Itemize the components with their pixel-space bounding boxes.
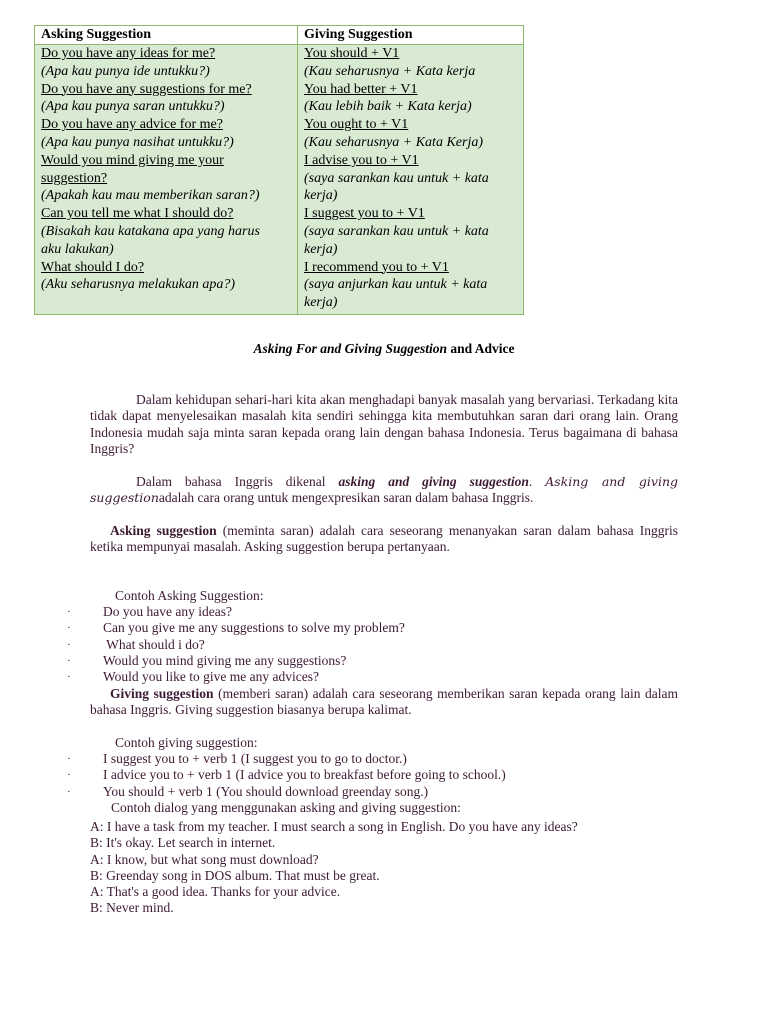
giving-translation: (saya anjurkan kau untuk + kata [304,277,488,293]
list-item [60,620,405,636]
giving-translation: kerja) [304,188,338,204]
paragraph-asking [90,523,678,556]
asking-phrase: Do you have any advice for me? [41,117,223,133]
asking-phrase: What should I do? [41,259,145,275]
asking-description: (meminta saran) adalah cara seseorang menanyakan saran dalam bahasa Inggris ketika mempunyai masalah. Asking suggestion berupa pertanyaan. [90,523,678,555]
list-item-text: What should i do? [103,636,205,652]
heading-italic: Asking For and Giving Suggestion [253,341,448,356]
giving-translation: (Kau seharusnya + Kata kerja [304,63,476,79]
bullet-icon: · [67,606,71,618]
dialog-title: Contoh dialog yang menggunakan asking and giving suggestion: [111,800,461,815]
dialog-list [90,819,578,917]
asking-examples-list [60,604,405,685]
asking-translation: (Apa kau punya ide untukku?) [41,63,210,79]
asking-translation: (Bisakah kau katakana apa yang harus [41,223,260,239]
giving-translation: (saya sarankan kau untuk + kata [304,223,489,239]
dialog-line: A: I have a task from my teacher. I must search a song in English. Do you have any ideas? [90,819,578,834]
list-item-text: I advice you to + verb 1 (I advice you to breakfast before going to school.) [103,767,506,783]
giving-translation: kerja) [304,295,338,311]
asking-translation: (Aku seharusnya melakukan apa?) [41,277,236,293]
giving-term: Giving suggestion [110,686,214,701]
heading-plain: and Advice [447,341,515,356]
list-item [60,653,405,669]
list-item-text: You should + verb 1 (You should download greenday song.) [103,783,429,799]
asking-phrase: Do you have any ideas for me? [41,46,216,61]
asking-translation: (Apakah kau mau memberikan saran?) [41,188,260,204]
table-header-row [35,26,524,45]
bullet-icon: · [67,769,71,782]
definition-term-2: Asking and giving suggestion [90,474,678,506]
bullet-icon: · [67,671,71,684]
bullet-icon: · [67,622,71,635]
list-item [60,637,405,653]
dialog-line: B: Never mind. [90,900,174,916]
asking-phrase: Would you mind giving me your [41,152,224,168]
bullet-icon: · [67,785,71,798]
giving-phrase: You ought to + V1 [304,117,409,133]
list-item [60,751,506,767]
asking-phrase: suggestion? [41,170,108,186]
giving-examples-list [60,751,506,800]
giving-translation: (Kau lebih baik + Kata kerja) [304,99,472,115]
paragraph-intro-text: Dalam kehidupan sehari-hari kita akan menghadapi banyak masalah yang bervariasi. Terkadang kita tidak dapat menyelesaikan masalah kita sendiri sehingga kita membutuhkan saran dari orang lain. Orang Indonesia mudah saja minta saran kepada orang lain dengan bahasa Indonesia. Terus bagaimana di bahasa Inggris? [90,392,678,456]
giving-phrase: I recommend you to + V1 [304,259,449,275]
paragraph-intro [90,392,678,457]
paragraph-definition [90,474,678,507]
definition-lead: Dalam bahasa Inggris dikenal [136,474,339,489]
list-item-text: Would you like to give me any advices? [103,669,319,685]
giving-translation: (saya sarankan kau untuk + kata [304,170,489,186]
list-item [60,767,506,783]
list-item-text: Can you give me any suggestions to solve my problem? [103,620,405,636]
list-item-text: Would you mind giving me any suggestions? [103,652,347,668]
giving-phrase: I suggest you to + V1 [304,206,425,222]
asking-translation: (Apa kau punya saran untukku?) [41,99,225,115]
asking-cell [35,45,298,315]
asking-phrase: Do you have any suggestions for me? [41,81,252,97]
giving-phrase: You should + V1 [304,46,400,61]
suggestion-table [34,25,524,315]
giving-phrase: You had better + V1 [304,81,418,97]
list-item-text: I suggest you to + verb 1 (I suggest you to go to doctor.) [103,751,407,766]
bullet-icon: · [67,654,71,667]
column-header-giving: Giving Suggestion [298,26,524,45]
table-row [35,45,524,315]
article-heading [0,341,768,357]
bullet-icon: · [67,753,71,765]
list-item-text: Do you have any ideas? [103,604,232,619]
asking-examples-title: Contoh Asking Suggestion: [115,588,264,603]
definition-dot: . [528,474,546,489]
dialog-line: B: It's okay. Let search in internet. [90,835,276,851]
asking-translation: (Apa kau punya nasihat untukku?) [41,134,234,150]
giving-translation: kerja) [304,241,338,257]
definition-term: asking and giving suggestion [338,474,529,489]
dialog-line: B: Greenday song in DOS album. That must be great. [90,867,380,883]
dialog-line: A: That's a good idea. Thanks for your advice. [90,884,341,900]
asking-term: Asking suggestion [110,523,217,538]
asking-phrase: Can you tell me what I should do? [41,206,234,222]
list-item [60,784,506,800]
bullet-icon: · [67,638,71,651]
paragraph-giving [90,686,678,719]
giving-phrase: I advise you to + V1 [304,152,419,168]
giving-examples-title: Contoh giving suggestion: [115,735,258,750]
dialog-line: A: I know, but what song must download? [90,851,319,867]
column-header-asking: Asking Suggestion [35,26,298,45]
giving-translation: (Kau seharusnya + Kata Kerja) [304,134,483,150]
giving-cell [298,45,524,315]
giving-description: (memberi saran) adalah cara seseorang memberikan saran kepada orang lain dalam bahasa Inggris. Giving suggestion biasanya berupa kalimat. [90,686,678,718]
definition-tail: adalah cara orang untuk mengexpresikan saran dalam bahasa Inggris. [158,490,534,506]
asking-translation: aku lakukan) [41,241,114,257]
list-item [60,669,405,685]
list-item [60,604,405,620]
